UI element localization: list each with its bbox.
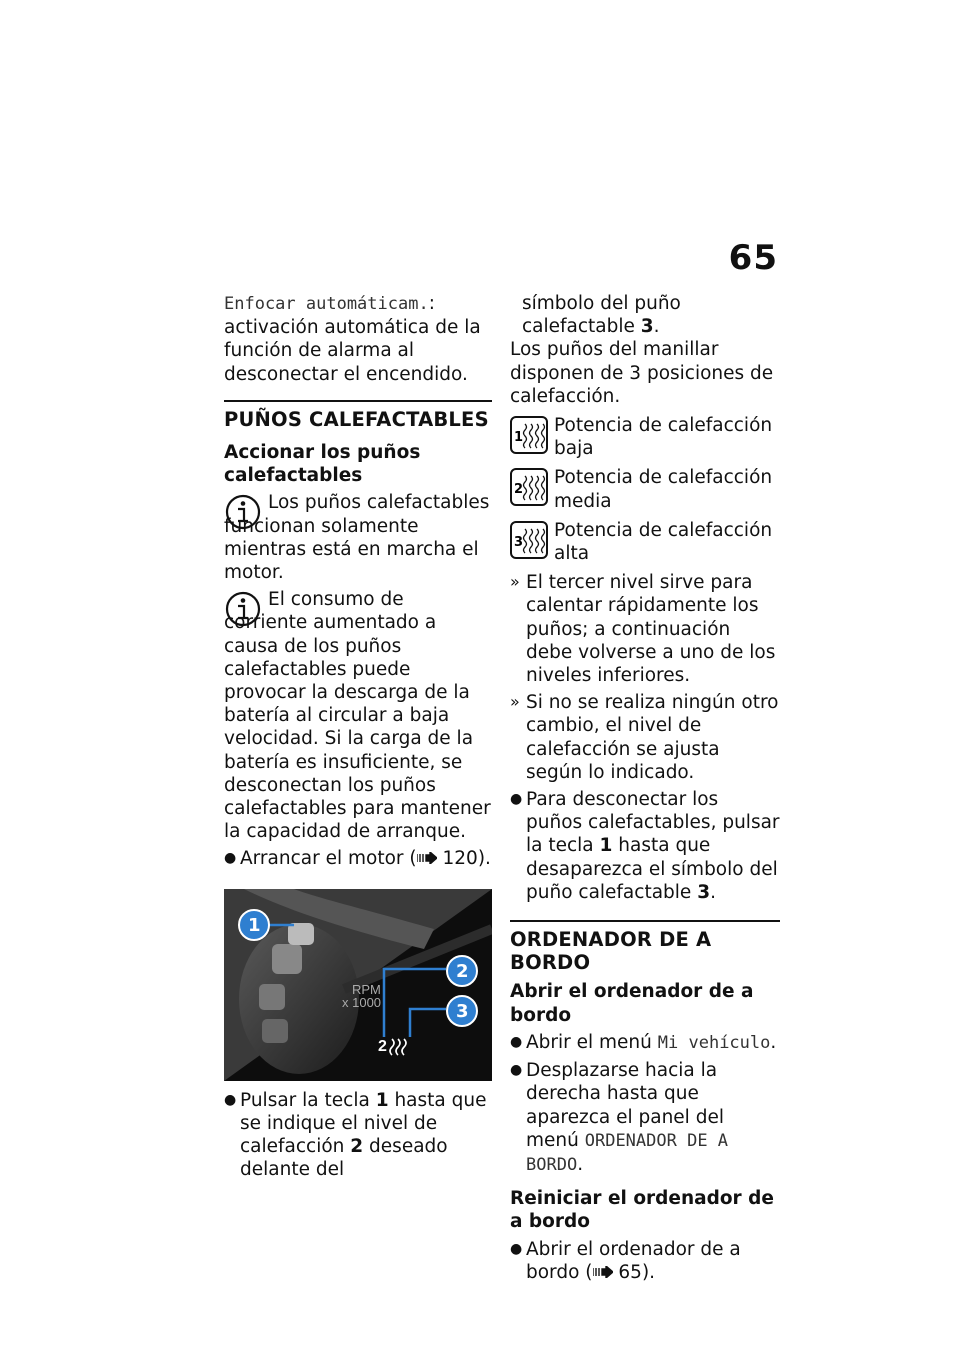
- continued-end: .: [653, 316, 660, 338]
- symbol-ref-3: 3: [640, 316, 654, 338]
- heat-level-low-text: Potencia de calefacción baja: [554, 415, 773, 460]
- level-digit: 1: [514, 430, 524, 446]
- page-number: 65: [728, 238, 778, 278]
- callout-2: 2: [456, 960, 469, 982]
- heating-level-digit: 2: [378, 1037, 387, 1055]
- bullet-dot-icon: ●: [224, 850, 237, 867]
- menu-name-mi-vehiculo: Mi vehículo: [657, 1032, 771, 1053]
- open-menu-end: .: [770, 1031, 777, 1053]
- menu-option-mono: Enfocar automáticam.: [224, 294, 429, 314]
- open-menu-text: Abrir el menú: [526, 1031, 658, 1053]
- bullet-start-engine-text: Arrancar el motor (: [240, 848, 417, 870]
- scroll-right-text: Desplazarse hacia la derecha hasta que aparezca el panel del menú: [526, 1060, 724, 1151]
- grip-positions-paragraph: Los puños del manillar disponen de 3 posiciones de calefacción.: [510, 339, 774, 407]
- right-column: [510, 292, 780, 1284]
- bullet-press-key: [224, 1089, 492, 1182]
- open-computer-text: Abrir el ordenador de a bordo (: [526, 1238, 741, 1283]
- result-arrow-icon: »: [510, 572, 520, 592]
- switch-off-text-b: hasta que desaparezca el símbolo del puño calefactable: [526, 835, 778, 903]
- heat-level-low: [510, 414, 780, 460]
- continued-bullet-text: [510, 292, 780, 338]
- rpm-scale-label: x 1000: [342, 994, 382, 1010]
- bullet-scroll-right: [510, 1059, 780, 1177]
- symbol-ref-3: 3: [697, 881, 711, 903]
- page-reference-120[interactable]: 120).: [442, 848, 491, 870]
- level-digit: 3: [514, 534, 524, 550]
- heat-level-high: [510, 519, 780, 565]
- switch-off-text-a: Para desconectar los puños calefactables, pulsar la tecla: [526, 789, 780, 857]
- info-note-1-text: Los puños calefactables funcionan solamente mientras está en marcha el motor.: [224, 492, 490, 584]
- bullet-press-key-text-a: Pulsar la tecla: [240, 1089, 376, 1111]
- bullet-switch-off: [510, 788, 780, 904]
- bullet-dot-icon: ●: [224, 1091, 237, 1108]
- callout-1: 1: [248, 914, 261, 936]
- info-note-1: [224, 491, 492, 584]
- bullet-dot-icon: ●: [510, 1062, 523, 1079]
- callout-3: 3: [456, 1000, 469, 1022]
- handlebar-switch-figure: [224, 889, 492, 1081]
- info-icon: [224, 590, 262, 628]
- subsection-title-reset-computer: Reiniciar el ordenador de a bordo: [510, 1188, 774, 1233]
- menu-name-ordenador: ORDENADOR DE A BORDO: [526, 1130, 729, 1175]
- intro-paragraph: [224, 292, 492, 386]
- bullet-dot-icon: ●: [510, 1240, 523, 1257]
- subsection-title-open-computer: Abrir el ordenador de a bordo: [510, 981, 754, 1026]
- bullet-press-key-text-c: deseado delante del: [240, 1136, 448, 1181]
- bullet-dot-icon: ●: [510, 791, 523, 808]
- bullet-open-menu: [510, 1031, 780, 1055]
- heated-grip-level-3-icon: [510, 521, 548, 559]
- heated-grip-level-1-icon: [510, 416, 548, 454]
- result-third-level: [510, 571, 780, 687]
- key-ref-1: 1: [599, 835, 613, 857]
- handlebar-switch-illustration: [224, 889, 492, 1081]
- continued-text: símbolo del puño calefactable: [522, 293, 681, 338]
- intro-text: : activación automática de la función de alarma al desconectar el encendido.: [224, 293, 481, 385]
- left-column: [224, 292, 492, 1181]
- heat-level-medium: [510, 466, 780, 512]
- scroll-right-end: .: [577, 1153, 584, 1175]
- info-note-2-text: El consumo de corriente aumentado a causa de los puños calefactables puede provocar la descarga de la batería al circular a baja velocidad. Si la carga de la batería es insuficiente, se desconectan los puños calefactables para mantener la capacidad de arranque.: [224, 589, 491, 843]
- heat-level-medium-text: Potencia de calefacción media: [554, 467, 773, 512]
- bullet-dot-icon: ●: [510, 1033, 523, 1050]
- key-ref-1: 1: [375, 1089, 389, 1111]
- key-ref-2: 2: [350, 1136, 364, 1158]
- heated-grip-level-2-icon: [510, 468, 548, 506]
- result-no-change-text: Si no se realiza ningún otro cambio, el nivel de calefacción se ajusta según lo indicado.: [526, 692, 779, 783]
- section-title-onboard-computer: ORDENADOR DE A BORDO: [510, 920, 780, 974]
- page-reference-arrow-icon: [593, 1266, 613, 1278]
- level-digit: 2: [514, 482, 524, 498]
- result-third-level-text: El tercer nivel sirve para calentar rápidamente los puños; a continuación debe volverse a uno de los niveles inferiores.: [526, 572, 776, 687]
- bullet-start-engine: [224, 847, 492, 870]
- info-icon: [224, 493, 262, 531]
- heat-level-high-text: Potencia de calefacción alta: [554, 519, 773, 565]
- bullet-open-computer: [510, 1238, 780, 1284]
- info-note-2: [224, 588, 492, 843]
- rpm-label: RPM: [352, 981, 381, 997]
- result-arrow-icon: »: [510, 692, 520, 712]
- bullet-press-key-text-b: hasta que se indique el nivel de calefacción: [240, 1089, 487, 1158]
- subsection-title-operate-grips: Accionar los puños calefactables: [224, 442, 421, 487]
- page-reference-arrow-icon: [417, 852, 437, 864]
- switch-off-end: .: [710, 881, 716, 903]
- section-title-heated-grips: PUÑOS CALEFACTABLES: [224, 400, 492, 431]
- page-reference-65[interactable]: 65).: [618, 1261, 656, 1283]
- result-no-change: [510, 691, 780, 784]
